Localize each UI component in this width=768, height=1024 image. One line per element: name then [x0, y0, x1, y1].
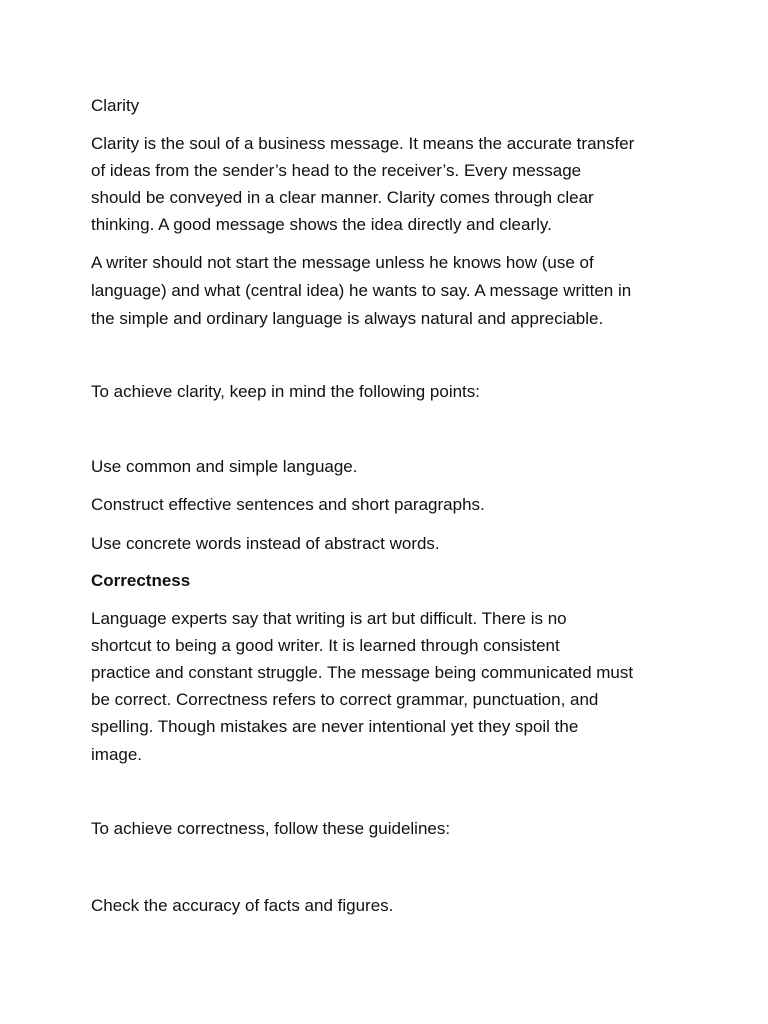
correctness-point: Check the accuracy of facts and figures. — [91, 896, 394, 915]
clarity-point: Use concrete words instead of abstract words. — [91, 534, 440, 553]
correctness-paragraph-line: image. — [91, 745, 143, 764]
clarity-point: Construct effective sentences and short paragraphs. — [91, 495, 485, 514]
clarity-paragraph-1-line: of ideas from the sender’s head to the receiver’s. Every message — [91, 161, 582, 180]
clarity-paragraph-1-line: should be conveyed in a clear manner. Clarity comes through clear — [91, 188, 594, 207]
heading-correctness: Correctness — [91, 571, 191, 590]
clarity-intro: To achieve clarity, keep in mind the following points: — [91, 382, 480, 401]
correctness-intro: To achieve correctness, follow these guidelines: — [91, 819, 451, 838]
correctness-paragraph-line: practice and constant struggle. The message being communicated must — [91, 663, 634, 682]
correctness-paragraph-line: shortcut to being a good writer. It is learned through consistent — [91, 636, 560, 655]
heading-clarity: Clarity — [91, 96, 140, 115]
correctness-paragraph-line: spelling. Though mistakes are never intentional yet they spoil the — [91, 717, 579, 736]
correctness-paragraph-line: be correct. Correctness refers to correct grammar, punctuation, and — [91, 690, 599, 709]
correctness-paragraph-line: Language experts say that writing is art but difficult. There is no — [91, 609, 567, 628]
clarity-point: Use common and simple language. — [91, 457, 358, 476]
clarity-paragraph-1-line: thinking. A good message shows the idea directly and clearly. — [91, 215, 552, 234]
clarity-paragraph-2-line: the simple and ordinary language is always natural and appreciable. — [91, 309, 604, 328]
clarity-paragraph-1-line: Clarity is the soul of a business message. It means the accurate transfer — [91, 134, 635, 153]
clarity-paragraph-2-line: language) and what (central idea) he wants to say. A message written in — [91, 281, 632, 300]
clarity-paragraph-2-line: A writer should not start the message unless he knows how (use of — [91, 253, 594, 272]
